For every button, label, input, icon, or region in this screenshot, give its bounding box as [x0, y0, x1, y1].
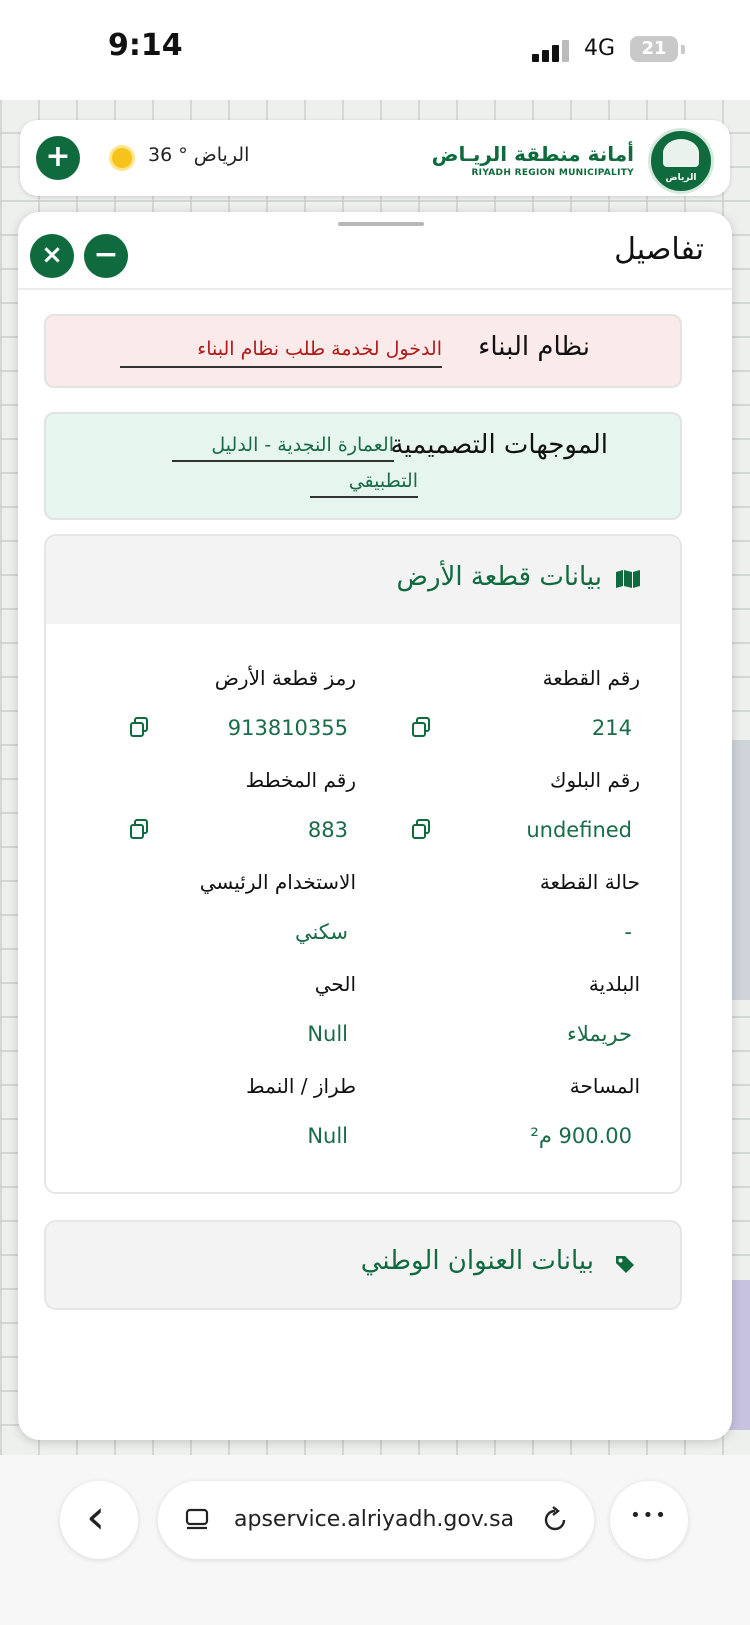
map-icon: [616, 570, 640, 588]
add-button[interactable]: +: [36, 136, 80, 180]
sun-icon: [112, 148, 132, 168]
seal-text: الرياض: [665, 173, 697, 183]
municipality-logo-text: [432, 142, 634, 178]
field-label-block-number: رقم البلوك: [549, 768, 640, 792]
field-label-style: طراز / النمط: [246, 1074, 356, 1098]
tabs-icon[interactable]: [184, 1507, 210, 1533]
copy-icon[interactable]: [410, 818, 432, 840]
signal-icon: [532, 40, 572, 62]
back-button[interactable]: [60, 1481, 138, 1559]
national-address-card[interactable]: [44, 1220, 682, 1310]
field-label-municipality: البلدية: [588, 972, 640, 996]
more-button[interactable]: [610, 1481, 688, 1559]
weather-label: الرياض ° 36: [148, 144, 250, 166]
land-card-header[interactable]: [46, 536, 680, 624]
municipality-seal-icon: [648, 128, 714, 194]
battery-tip: [681, 45, 685, 54]
app-header: [20, 120, 730, 196]
browser-toolbar: [0, 1455, 750, 1625]
seal-emblem: [663, 139, 699, 167]
battery-icon: 21: [630, 36, 678, 62]
status-bar: [0, 0, 750, 100]
building-system-label: نظام البناء: [478, 332, 590, 362]
field-value-parcel-status: -: [624, 920, 632, 944]
field-value-district: Null: [307, 1022, 348, 1046]
building-system-box: [44, 314, 682, 388]
minimize-button[interactable]: −: [84, 234, 128, 278]
field-value-plan-number: 883: [307, 818, 348, 842]
tag-icon: [614, 1254, 636, 1274]
design-guidelines-link-cont[interactable]: التطبيقي: [310, 470, 418, 498]
address-bar[interactable]: [158, 1481, 594, 1559]
field-label-parcel-status: حالة القطعة: [539, 870, 640, 894]
copy-icon[interactable]: [128, 818, 150, 840]
field-value-parcel-code: 913810355: [227, 716, 348, 740]
logo-english: RIYADH REGION MUNICIPALITY: [471, 168, 634, 178]
building-system-link[interactable]: الدخول لخدمة طلب نظام البناء: [120, 338, 442, 368]
field-value-municipality: حريملاء: [567, 1022, 632, 1046]
field-value-block-number: undefined: [526, 818, 632, 842]
land-data-card: [44, 534, 682, 1194]
logo-arabic: أمانة منطقة الريـاض: [431, 142, 634, 166]
field-value-style: Null: [307, 1124, 348, 1148]
network-type: 4G: [584, 36, 616, 61]
national-address-title: بيانات العنوان الوطني: [360, 1246, 594, 1276]
field-value-area: 900.00 م²: [530, 1124, 632, 1148]
copy-icon[interactable]: [410, 716, 432, 738]
field-value-main-use: سكني: [294, 920, 348, 944]
divider: [18, 288, 732, 290]
copy-icon[interactable]: [128, 716, 150, 738]
field-label-district: الحي: [314, 972, 356, 996]
more-dots-icon: •••: [630, 1505, 668, 1526]
field-label-plan-number: رقم المخطط: [245, 768, 356, 792]
chevron-left-icon: ‹: [86, 1489, 106, 1545]
design-guidelines-box: [44, 412, 682, 520]
url-text: apservice.alriyadh.gov.sa: [234, 1507, 515, 1532]
design-guidelines-label: الموجهات التصميمية: [390, 430, 608, 460]
reload-icon[interactable]: [540, 1505, 570, 1535]
drag-handle[interactable]: [338, 222, 424, 226]
field-value-parcel-number: 214: [591, 716, 632, 740]
field-label-main-use: الاستخدام الرئيسي: [199, 870, 356, 894]
close-button[interactable]: ×: [30, 234, 74, 278]
land-card-title: بيانات قطعة الأرض: [396, 562, 602, 592]
field-label-parcel-code: رمز قطعة الأرض: [214, 666, 356, 690]
status-time: 9:14: [108, 28, 183, 63]
field-label-parcel-number: رقم القطعة: [542, 666, 640, 690]
design-guidelines-link[interactable]: العمارة النجدية - الدليل: [172, 434, 394, 462]
details-panel: [18, 212, 732, 1440]
field-label-area: المساحة: [569, 1074, 640, 1098]
panel-title: تفاصيل: [614, 232, 704, 267]
